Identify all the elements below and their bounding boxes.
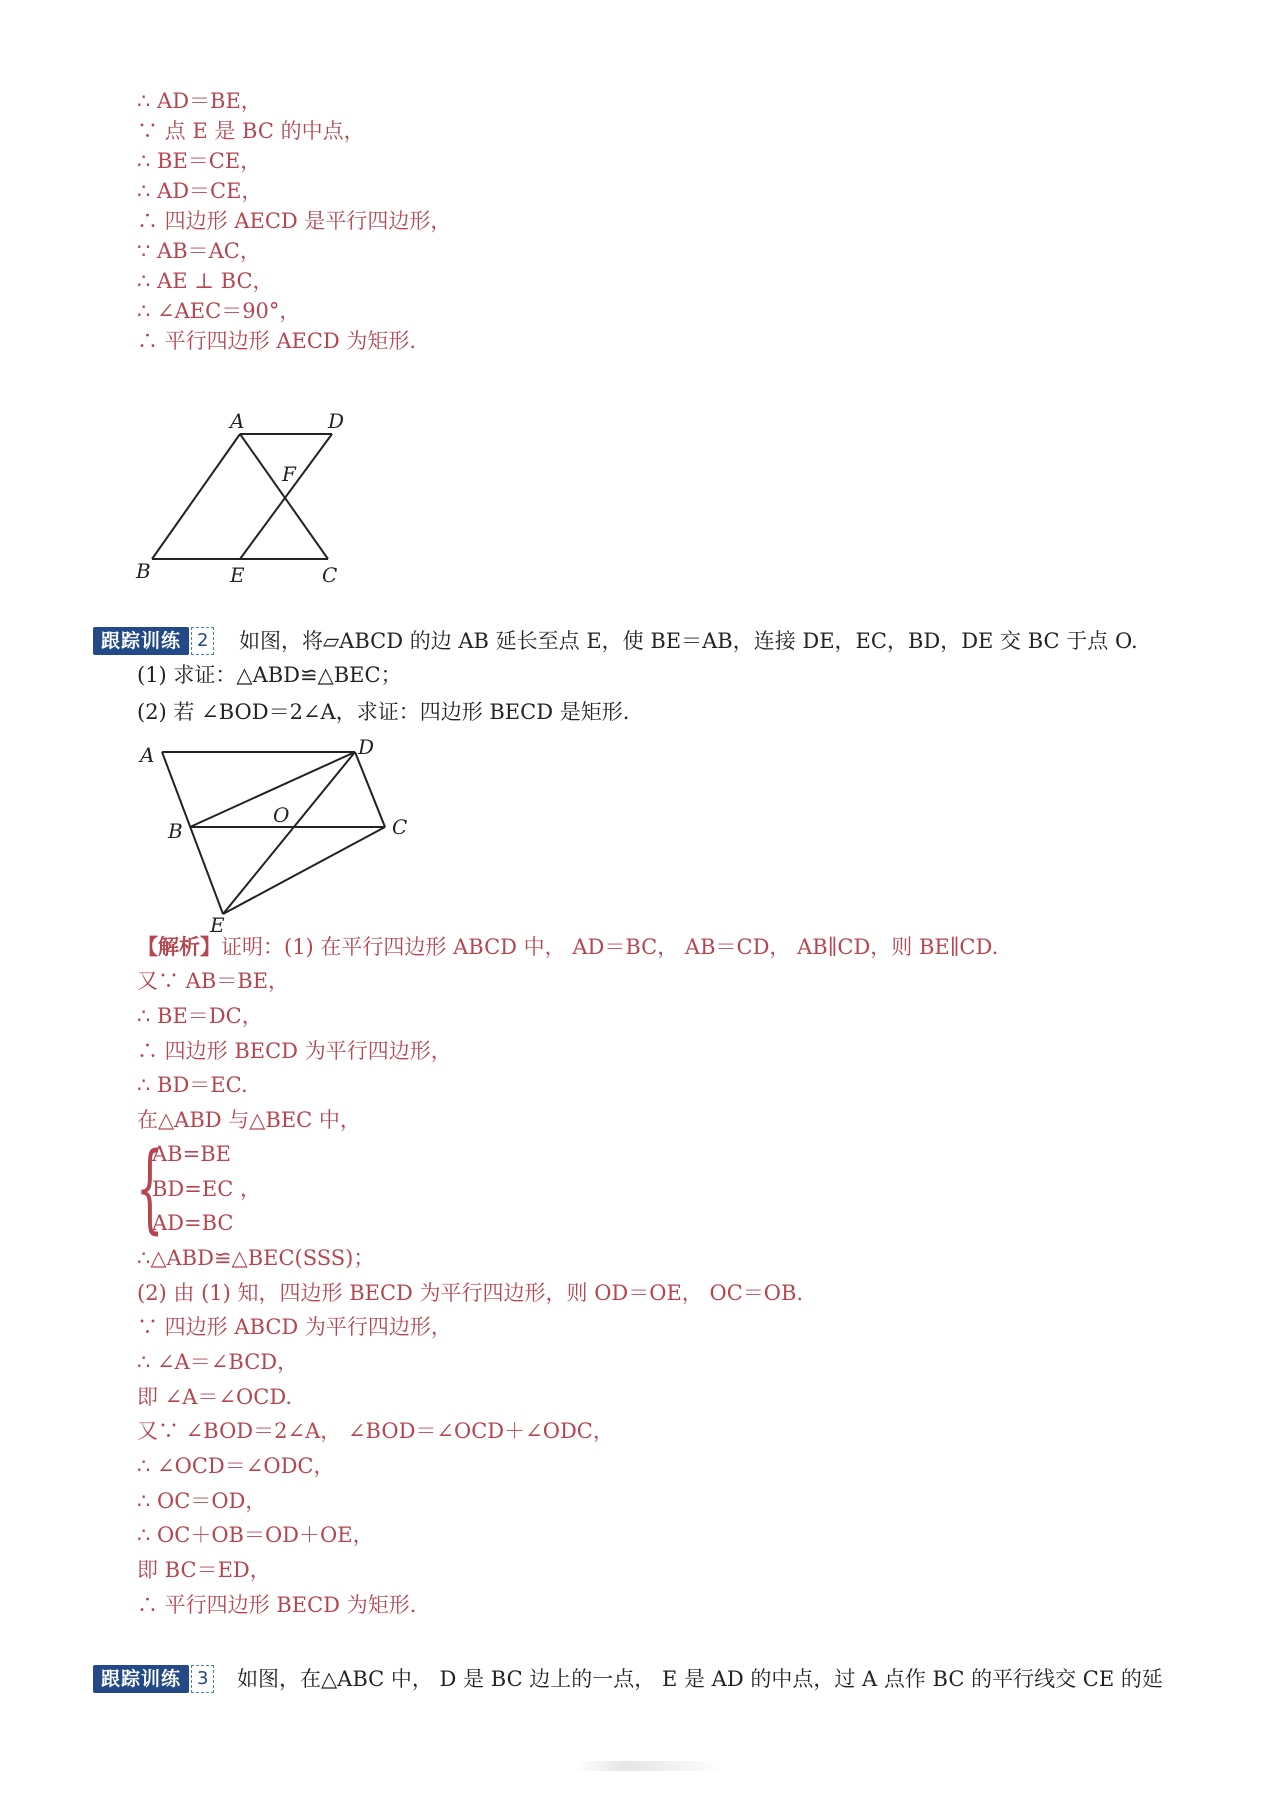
system-equation: AD=BC <box>152 1211 234 1235</box>
solution-line: ∴ BD＝EC. <box>137 1073 248 1097</box>
solution-line: ∴ OC＝OD， <box>137 1489 267 1513</box>
question-2-part2: (2) 若 ∠BOD＝2∠A，求证：四边形 BECD 是矩形. <box>137 700 630 724</box>
proof-line: ∴ ∠AEC＝90°， <box>137 299 301 323</box>
solution-line: ∴ 四边形 BECD 为平行四边形， <box>137 1039 452 1063</box>
proof-line: ∵ 点 E 是 BC 的中点， <box>137 119 365 143</box>
solution-line: 即 ∠A＝∠OCD. <box>137 1385 293 1409</box>
solution-line: 即 BC＝ED， <box>137 1558 271 1582</box>
label-E: E <box>230 563 245 587</box>
proof-line: ∵ AB＝AC， <box>137 239 261 263</box>
badge-label: 跟踪训练 <box>93 1665 189 1693</box>
label-C: C <box>322 563 338 587</box>
badge-number: 2 <box>191 627 214 655</box>
proof-line: ∴ AD＝CE， <box>137 179 263 203</box>
question-2-part1: (1) 求证：△ABD≌△BEC； <box>137 663 402 687</box>
label-E: E <box>210 913 225 932</box>
jiexi-label: 【解析】 <box>137 934 221 959</box>
solution-line: ∴ BE＝DC， <box>137 1004 263 1028</box>
solution-line: ∴ OC＋OB＝OD＋OE， <box>137 1523 374 1547</box>
label-B: B <box>168 819 183 843</box>
figure-1-diagram <box>130 412 370 592</box>
proof-line: ∴ BE＝CE， <box>137 149 262 173</box>
proof-line: ∴ 四边形 AECD 是平行四边形， <box>137 209 452 233</box>
solution-line: ∵ 四边形 ABCD 为平行四边形， <box>137 1315 452 1339</box>
solution-first-text: 证明：(1) 在平行四边形 ABCD 中， AD＝BC， AB＝CD， AB∥CD，则 BE∥CD. <box>221 935 999 959</box>
solution-line: 又∵ AB＝BE， <box>137 969 290 993</box>
label-D: D <box>358 735 375 759</box>
proof-line: ∴ AE ⊥ BC， <box>137 269 274 293</box>
system-brace: { <box>136 1132 164 1244</box>
solution-line: ∴ ∠A＝∠BCD， <box>137 1350 299 1374</box>
badge-number: 3 <box>191 1665 214 1693</box>
label-O: O <box>273 803 290 827</box>
solution-line: (2) 由 (1) 知，四边形 BECD 为平行四边形，则 OD＝OE， OC＝OB. <box>137 1281 804 1305</box>
figure-2-diagram <box>130 732 430 932</box>
system-equation: BD=EC ， <box>152 1177 261 1201</box>
label-D: D <box>328 412 345 433</box>
footer-watermark-bar <box>575 1761 725 1771</box>
system-equation: AB=BE <box>152 1142 231 1166</box>
proof-line: ∴ 平行四边形 AECD 为矩形. <box>137 329 417 353</box>
solution-line: 又∵ ∠BOD＝2∠A， ∠BOD＝∠OCD＋∠ODC， <box>137 1419 614 1443</box>
label-A: A <box>230 412 245 433</box>
solution-line: 在△ABD 与△BEC 中， <box>137 1108 361 1132</box>
label-F: F <box>282 462 296 486</box>
training-badge <box>93 627 214 655</box>
solution-first-line <box>137 933 998 961</box>
question-2-text: 如图，将▱ABCD 的边 AB 延长至点 E，使 BE＝AB，连接 DE，EC，BD，DE 交 BC 于点 O. <box>239 629 1138 653</box>
solution-line: ∴ 平行四边形 BECD 为矩形. <box>137 1593 417 1617</box>
question-3-text: 如图，在△ABC 中， D 是 BC 边上的一点， E 是 AD 的中点，过 A 点作 BC 的平行线交 CE 的延 <box>237 1667 1163 1691</box>
proof-line: ∴ AD＝BE， <box>137 89 262 113</box>
badge-label: 跟踪训练 <box>93 627 189 655</box>
solution-line: ∴△ABD≌△BEC(SSS)； <box>137 1246 375 1270</box>
label-B: B <box>136 559 151 583</box>
label-A: A <box>140 743 155 767</box>
training-badge <box>93 1665 214 1693</box>
label-C: C <box>392 815 408 839</box>
solution-line: ∴ ∠OCD＝∠ODC， <box>137 1454 335 1478</box>
